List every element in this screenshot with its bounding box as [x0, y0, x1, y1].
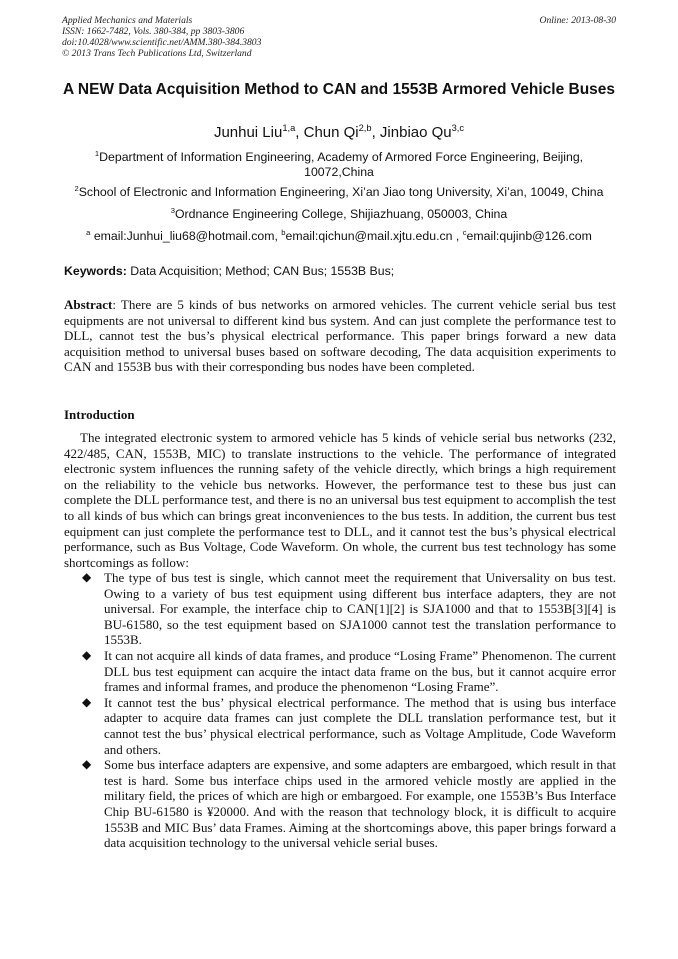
introduction-paragraph: The integrated electronic system to armored vehicle has 5 kinds of vehicle serial bus networks (232, 422/485, CAN, 1553B, MIC) to translate instructions to the vehicle. The performance of integrated electronic system influences the running safety of the vehicle directly, which brings a high requirement on the reliability to the vehicle bus networks. However, the performance test to these bus just can complete the DLL performance test, and there is no an universal bus test equipment to accomplish the test to all kinds of bus which can brings great inconveniences to the bus tests. In addition, the current bus test equipment can just complete the performance test to DLL, and it cannot test the bus’s physical electrical performance, such as Bus Voltage, Code Waveform. On whole, the current bus test technology has some shortcomings as follow:: [64, 430, 616, 570]
author-sup: 2,b: [358, 123, 372, 133]
keywords-text: Data Acquisition; Method; CAN Bus; 1553B Bus;: [126, 264, 395, 278]
online-date: Online: 2013-08-30: [539, 15, 616, 26]
abstract: [64, 297, 616, 375]
keywords-label: Keywords:: [64, 264, 127, 278]
author-list: Junhui Liu$^{1,a}$, Chun Qi$^{2,b}$, Jinbiao Qu$^{3,c}$: [213, 123, 465, 141]
list-item: [64, 648, 616, 695]
list-item: [64, 570, 616, 648]
copyright-line: © 2013 Trans Tech Publications Ltd, Switzerland: [62, 48, 252, 59]
email-link[interactable]: email:Junhui_liu68@hotmail.com,: [93, 229, 282, 243]
list-item-text: Some bus interface adapters are expensive, and some adapters are embargoed, which result in that test is hard. Some bus interface chips used in the armored vehicle mostly are applied in the military field, the prices of which are high or embargoed. For example, one 1553B’s Bus Interface Chip BU-61580 is ¥20000. And with the reason that technology block, it is difficult to acquire 1553B and MIC Bus’ data Frames. Aiming at the shortcomings above, this paper brings forward a data acquisition technology to the universal vehicle serial buses.: [104, 757, 616, 851]
doi-line: doi:10.4028/www.scientific.net/AMM.380-384.3803: [62, 37, 262, 48]
diamond-bullet-icon: ◆: [82, 570, 92, 584]
issn-line: ISSN: 1662-7482, Vols. 380-384, pp 3803-3806: [62, 26, 245, 37]
affiliation-sup: 3: [170, 205, 175, 215]
diamond-bullet-icon: ◆: [82, 647, 92, 662]
section-heading-introduction: Introduction: [64, 407, 135, 422]
affiliation-sup: 1: [94, 148, 100, 158]
keywords: [64, 264, 616, 279]
affiliation-1: [60, 150, 618, 180]
affiliation-sup: 2: [74, 183, 79, 193]
author-name: Chun Qi: [303, 124, 359, 141]
journal-name: Applied Mechanics and Materials: [62, 15, 193, 26]
affiliation-text: School of Electronic and Information Engineering, Xi’an Jiao tong University, Xi’an, 10049, China: [78, 185, 604, 199]
email-sup: a: [86, 227, 91, 237]
diamond-bullet-icon: ◆: [82, 694, 92, 709]
shortcomings-list: [64, 570, 616, 851]
list-item: [64, 695, 616, 757]
author-sup: 1,a: [282, 123, 296, 133]
email-line: [60, 229, 618, 244]
email-link[interactable]: email:qichun@mail.xjtu.edu.cn ,: [285, 229, 463, 243]
paper-title: A NEW Data Acquisition Method to CAN and 1553B Armored Vehicle Buses: [62, 81, 616, 98]
list-item-text: The type of bus test is single, which cannot meet the requirement that Universality on bus test. Owing to a variety of bus test equipment using different bus interface adapters, they are not universal. For example, the interface chip to CAN[1][2] is SJA1000 and that to 1553B[3][4] is BU-61580, so the test equipment based on SJA1000 cannot test the translation performance to 1553B.: [104, 570, 616, 648]
journal-header: [62, 15, 616, 59]
affiliation-3: [60, 207, 618, 222]
abstract-label: Abstract: [64, 297, 113, 312]
email-sup: b: [281, 227, 286, 237]
affiliation-text: Ordnance Engineering College, Shijiazhuang, 050003, China: [174, 207, 508, 221]
list-item-text: It cannot test the bus’ physical electrical performance. The method that is using bus interface adapter to acquire data frames can just complete the DLL translation performance test, but it cannot test the bus’ physical electrical performance, such as Voltage Amplitude, Code Waveform and others.: [104, 694, 616, 757]
author-sup: 3,c: [451, 123, 465, 133]
email-link[interactable]: email:qujinb@126.com: [466, 229, 592, 243]
author-name: Jinbiao Qu: [379, 124, 452, 141]
affiliation-2: [60, 185, 618, 200]
list-item: [64, 757, 616, 851]
list-item-text: It can not acquire all kinds of data frames, and produce “Losing Frame” Phenomenon. The current DLL bus test equipment can acquire the intact data frame on the bus, but it cannot acquire error frames and informal frames, and produce the phenomenon “Losing Frame”.: [104, 647, 616, 695]
affiliation-text: Department of Information Engineering, Academy of Armored Force Engineering, Beijing, 10072,China: [99, 150, 584, 179]
email-sup: c: [462, 227, 467, 237]
author-name: Junhui Liu: [213, 124, 283, 141]
diamond-bullet-icon: ◆: [82, 757, 92, 772]
abstract-text: : There are 5 kinds of bus networks on armored vehicles. The current vehicle serial bus test equipments are not universal to different kind bus system. And can just complete the performance test to DLL, cannot test the bus’s physical electrical performance. This paper brings forward a new data acquisition method to universal buses based on software decoding, The data acquisition experiments to CAN and 1553B bus with their corresponding bus nodes have been completed.: [64, 297, 616, 375]
